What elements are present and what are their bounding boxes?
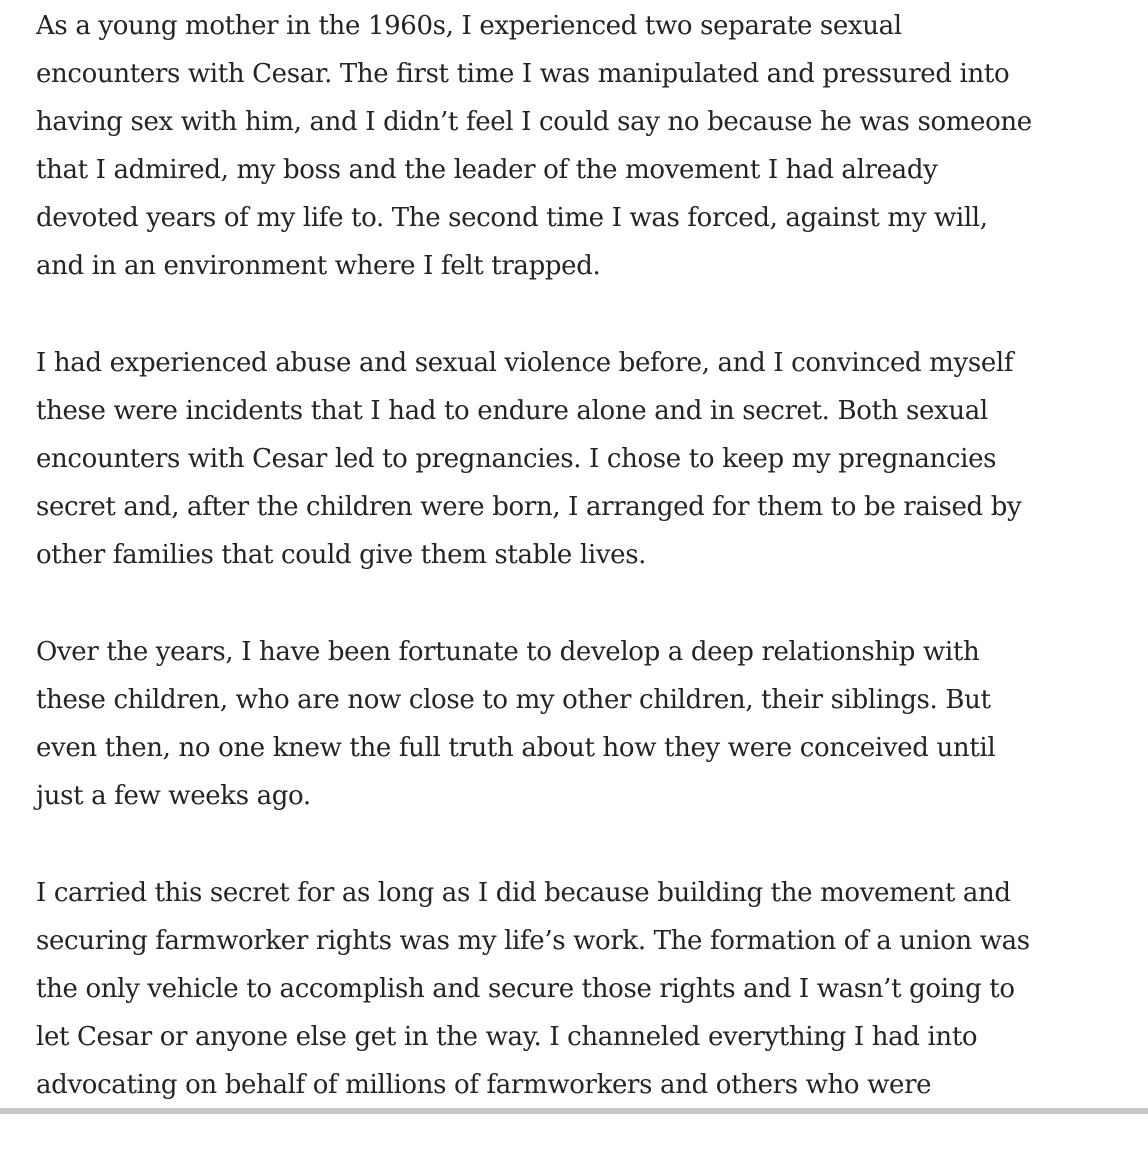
- text-line: I had experienced abuse and sexual violence before, and I convinced myself: [36, 348, 1014, 378]
- text-line: even then, no one knew the full truth about how they were conceived until: [36, 733, 996, 763]
- text-line: let Cesar or anyone else get in the way. I channeled everything I had into: [36, 1022, 978, 1052]
- text-line: advocating on behalf of millions of farmworkers and others who were: [36, 1070, 932, 1100]
- text-line: I carried this secret for as long as I did because building the movement and: [36, 878, 1011, 908]
- text-line: these children, who are now close to my other children, their siblings. But: [36, 685, 991, 715]
- text-line: other families that could give them stable lives.: [36, 540, 647, 570]
- text-line: and in an environment where I felt trapped.: [36, 251, 601, 281]
- paragraph-1: [36, 2, 1096, 290]
- text-line: having sex with him, and I didn’t feel I could say no because he was someone: [36, 107, 1032, 137]
- paragraph-2: [36, 339, 1096, 579]
- page-bottom-edge: [0, 1108, 1148, 1114]
- article-body: [36, 2, 1096, 1158]
- text-line: encounters with Cesar. The first time I was manipulated and pressured into: [36, 59, 1010, 89]
- text-line: these were incidents that I had to endure alone and in secret. Both sexual: [36, 396, 988, 426]
- text-line: Over the years, I have been fortunate to develop a deep relationship with: [36, 637, 980, 667]
- text-line: the only vehicle to accomplish and secure those rights and I wasn’t going to: [36, 974, 1015, 1004]
- paragraph-3: [36, 628, 1096, 820]
- text-line: just a few weeks ago.: [36, 781, 311, 811]
- paragraph-4: [36, 869, 1096, 1109]
- text-line: devoted years of my life to. The second time I was forced, against my will,: [36, 203, 988, 233]
- text-line: encounters with Cesar led to pregnancies. I chose to keep my pregnancies: [36, 444, 997, 474]
- text-line: secret and, after the children were born, I arranged for them to be raised by: [36, 492, 1022, 522]
- text-line: that I admired, my boss and the leader of the movement I had already: [36, 155, 938, 185]
- text-line: securing farmworker rights was my life’s work. The formation of a union was: [36, 926, 1030, 956]
- text-line: As a young mother in the 1960s, I experienced two separate sexual: [36, 11, 902, 41]
